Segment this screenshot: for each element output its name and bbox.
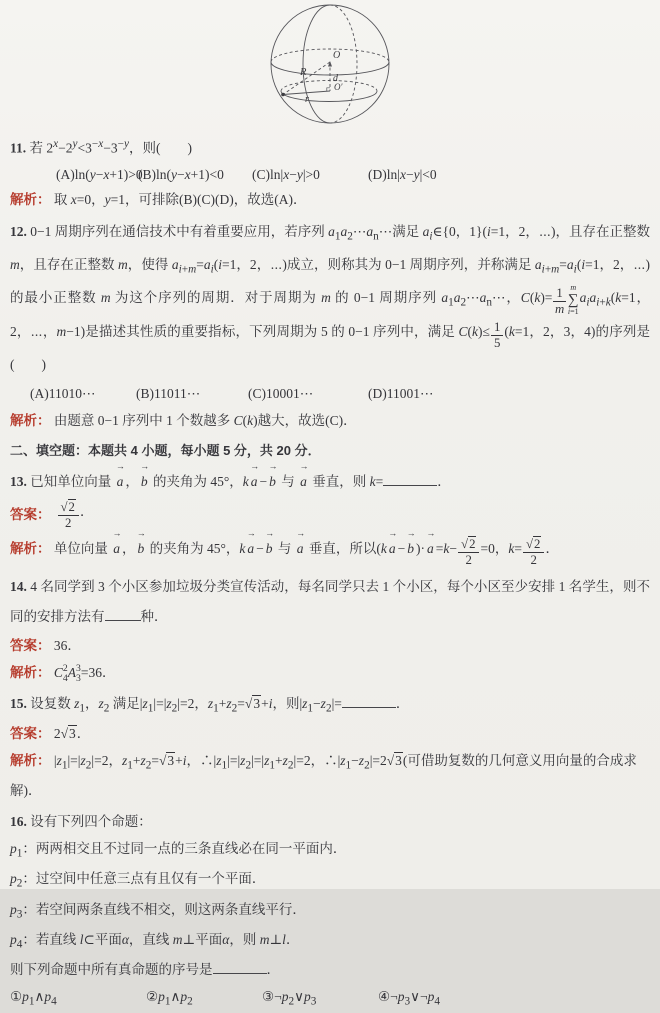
- question-16-prop-1: $p_1$：两两相交且不过同一点的三条直线必在同一平面内．: [10, 841, 347, 860]
- question-12-option-a: (A)11010⋯: [30, 386, 96, 402]
- right-angle-mark: [327, 88, 330, 91]
- answer-label: 答案：: [10, 507, 51, 523]
- question-11: [10, 134, 650, 213]
- question-11-option-a: (A)ln(y−x+1)>0: [56, 167, 143, 183]
- question-16-prop-4: $p_4$：若直线 l⊂平面α，直线 m⊥平面α，则 m⊥l．: [10, 931, 300, 951]
- question-16-option-2: $②p_1\wedge p_2$: [146, 989, 193, 1008]
- question-14-stem: 14. 4 名同学到 3 个小区参加垃圾分类宣传活动，每名同学只去 1 个小区，每个小区至少安排 1 名学生，则不同的安排方法有 种．: [10, 578, 650, 624]
- question-14-analysis: [10, 659, 650, 686]
- answer-text: 2√3．: [53, 726, 91, 742]
- question-16-option-4: $④\neg p_3\vee\neg p_4$: [378, 989, 440, 1008]
- meridian-front: [303, 5, 330, 123]
- analysis-text: C 2 4 A 3 3 =36．: [53, 663, 116, 685]
- analysis-label: 解析：: [10, 192, 51, 208]
- question-12-options: [10, 380, 650, 407]
- question-15: [10, 690, 650, 804]
- question-11-option-d: (D)ln|x−y|<0: [368, 167, 437, 183]
- equator-back: [271, 49, 389, 62]
- sphere-diagram: [255, 0, 405, 128]
- question-13-analysis: [10, 527, 650, 568]
- question-11-stem: 11. 若 $2^x-2^y<3^{-x}-3^{-y}$，则( ): [10, 138, 192, 156]
- question-16-prop-3: $p_3$：若空间两条直线不相交，则这两条直线平行．: [10, 901, 306, 921]
- question-14: [10, 572, 650, 686]
- meridian-back: [330, 5, 357, 123]
- answer-label: 答案：: [10, 637, 51, 653]
- question-15-answer: [10, 720, 650, 747]
- label-small-center-o-prime: O′: [334, 82, 343, 92]
- analysis-label: 解析：: [10, 664, 51, 680]
- analysis-text: $|z_1|=|z_2|=2$，$z_1+z_2=√3+i$，$\therefore|z_1|=|z_2|=|z_1+z_2|=2$，$\therefore|z_1-z_2|=2√3$(可借助复数的几何意义用向量的合成求解)．: [10, 753, 637, 799]
- arrowhead: [328, 61, 332, 67]
- question-11-option-b: (B)ln(y−x+1)<0: [138, 167, 224, 183]
- question-12-analysis: [10, 407, 650, 434]
- question-12-stem: 12. 0−1 周期序列在通信技术中有着重要应用，若序列 $a_1a_2\cdots a_n\cdots$满足 $a_i\in\{0$，1}(i=1，2，⋯)，且存在正整数 m，且存在正整数 m，使得 $a_{i+m}=a_i(i=1$，2，⋯)成立，则称其为 0−1 周期序列，并称满足 $a_{i+m}=a_i(i=1$，2，⋯)的最小正整数 m 为这个序列的周期．对于周期为 m 的 0−1 周期序列 $a_1a_2\cdots a_n\cdots$，C(k)= $\frac{1}{m}$ m ∑ i=1 $a_ia_{i+k}(k=1$，2，⋯，m−1)是描述其性质的重要指标，下列周期为 5 的 0−1 序列中，满足 C(k)≤ $\frac{1}{5}$ (k=1，2，3，4)的序列是( ): [10, 224, 651, 373]
- question-12: [10, 217, 650, 434]
- question-11-option-c: (C)ln|x−y|>0: [252, 167, 320, 183]
- analysis-text: 由题意 0−1 序列中 1 个数越多 C(k)越大，故选(C)．: [53, 413, 357, 429]
- label-distance-d: d: [333, 73, 338, 84]
- question-13-stem: 13. 已知单位向量 → a ， → b 的夹角为 45°，k → a − → b 与 → a 垂直，则 k= ．: [10, 460, 451, 490]
- question-13-answer: [10, 495, 650, 535]
- label-radius-r: R: [300, 67, 307, 78]
- question-12-option-c: (C)10001⋯: [248, 386, 314, 402]
- analysis-label: 解析：: [10, 753, 51, 769]
- question-11-analysis: [10, 188, 650, 213]
- question-15-analysis: [10, 747, 650, 804]
- question-15-stem: 15. 设复数 $z_1$，$z_2$ 满足$|z_1|=|z_2|=2$，$z_1+z_2=√3+i$，则$|z_1-z_2|=$ ．: [10, 690, 650, 720]
- analysis-label: 解析：: [10, 413, 51, 429]
- answer-label: 答案：: [10, 726, 51, 742]
- answer-text: 36．: [53, 637, 81, 653]
- radius-line: [283, 62, 330, 95]
- question-16-conclusion: 则下列命题中所有真命题的序号是 ．: [10, 956, 650, 983]
- small-circle-front: [281, 91, 377, 102]
- question-12-option-b: (B)11011⋯: [136, 386, 201, 402]
- label-small-radius-r: r: [305, 94, 309, 105]
- analysis-label: 解析：: [10, 541, 51, 557]
- question-14-answer: [10, 632, 650, 659]
- question-13: [10, 460, 650, 568]
- question-16-option-1: $①p_1\wedge p_4$: [10, 989, 57, 1008]
- analysis-text: 单位向量 → a ， → b 的夹角为 45°，k → a − → b 与 → a 垂直，所以(k → a − → b )· → a =k− $\frac{√2}{2}$ =0，k= $\frac{√2}{2}$ ．: [53, 527, 559, 568]
- label-center-o: O: [333, 50, 341, 61]
- question-11-options: [10, 161, 650, 188]
- question-16-stem: 16. 设有下列四个命题：: [10, 814, 152, 830]
- question-16-options: [10, 983, 650, 1013]
- answer-text: $\frac{√2}{2}$ ．: [57, 500, 94, 531]
- question-16-option-3: $③\neg p_2\vee p_3$: [262, 989, 317, 1008]
- sphere-figure: [255, 0, 405, 128]
- small-circle-back: [281, 81, 377, 92]
- analysis-text: 取 x=0，y=1，可排除(B)(C)(D)，故选(A)．: [53, 192, 307, 208]
- question-12-option-d: (D)11001⋯: [368, 386, 434, 402]
- question-16-prop-2: $p_2$：过空间中任意三点有且仅有一个平面．: [10, 871, 266, 891]
- question-16: [10, 808, 650, 1013]
- section-2-heading: 二、填空题：本题共 4 小题，每小题 5 分，共 20 分．: [10, 443, 321, 459]
- surface-point: [281, 93, 285, 97]
